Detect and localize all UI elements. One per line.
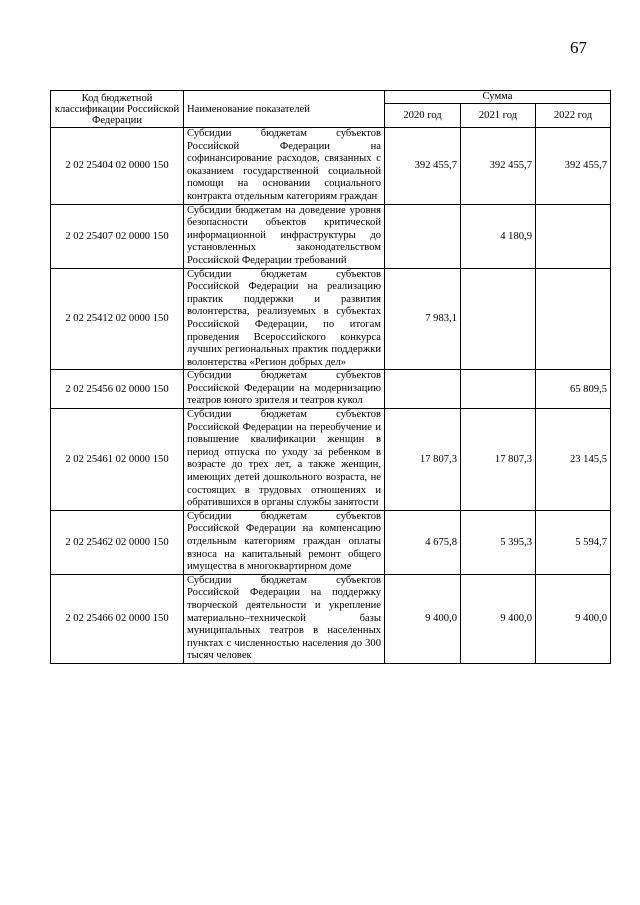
budget-table <box>50 90 611 664</box>
row-value-2022: 65 809,5 <box>536 370 611 409</box>
row-value-2021: 9 400,0 <box>461 574 536 663</box>
row-value-2020 <box>385 370 461 409</box>
row-value-2021: 392 455,7 <box>461 128 536 205</box>
row-value-2021: 4 180,9 <box>461 204 536 268</box>
row-description: Субсидии бюджетам субъектов Российской Федерации на софинансирование расходов, связанных с оказанием государственной социальной помощи на основании социального контракта отдельным категориям граждан <box>184 128 385 205</box>
row-code: 2 02 25412 02 0000 150 <box>51 268 184 370</box>
row-value-2020: 392 455,7 <box>385 128 461 205</box>
row-value-2020: 4 675,8 <box>385 510 461 574</box>
row-code: 2 02 25466 02 0000 150 <box>51 574 184 663</box>
row-description: Субсидии бюджетам на доведение уровня безопасности объектов критической информационной инфраструктуры до установленных законодательством Российской Федерации требований <box>184 204 385 268</box>
row-value-2022: 5 594,7 <box>536 510 611 574</box>
header-sum: Сумма <box>385 91 611 104</box>
row-value-2022 <box>536 268 611 370</box>
header-year-2020: 2020 год <box>385 104 461 128</box>
header-name: Наименование показателей <box>184 91 385 128</box>
row-value-2022: 392 455,7 <box>536 128 611 205</box>
row-value-2021: 5 395,3 <box>461 510 536 574</box>
row-code: 2 02 25456 02 0000 150 <box>51 370 184 409</box>
row-code: 2 02 25407 02 0000 150 <box>51 204 184 268</box>
row-value-2020: 7 983,1 <box>385 268 461 370</box>
header-code: Код бюджетной классификации Российской Федерации <box>51 91 184 128</box>
header-year-2022: 2022 год <box>536 104 611 128</box>
row-value-2022 <box>536 204 611 268</box>
table-row <box>51 128 611 205</box>
row-value-2022: 9 400,0 <box>536 574 611 663</box>
row-description: Субсидии бюджетам субъектов Российской Федерации на поддержку творческой деятельности и укрепление материально–технической базы муниципальных театров в населенных пунктах с численностью населения до 300 тысяч человек <box>184 574 385 663</box>
row-code: 2 02 25461 02 0000 150 <box>51 409 184 511</box>
row-value-2021 <box>461 370 536 409</box>
row-value-2020: 9 400,0 <box>385 574 461 663</box>
table-row <box>51 409 611 511</box>
header-year-2021: 2021 год <box>461 104 536 128</box>
row-value-2022: 23 145,5 <box>536 409 611 511</box>
row-value-2021 <box>461 268 536 370</box>
row-code: 2 02 25404 02 0000 150 <box>51 128 184 205</box>
row-value-2020: 17 807,3 <box>385 409 461 511</box>
table-row <box>51 574 611 663</box>
row-value-2021: 17 807,3 <box>461 409 536 511</box>
table-row <box>51 370 611 409</box>
table-row <box>51 204 611 268</box>
table-row <box>51 510 611 574</box>
table-row <box>51 268 611 370</box>
page-number: 67 <box>570 38 587 57</box>
row-description: Субсидии бюджетам субъектов Российской Федерации на реализацию практик поддержки и развития волонтерства, реализуемых в субъектах Российской Федерации, по итогам проведения Всероссийского конкурса лучших региональных практик поддержки волонтерства «Регион добрых дел» <box>184 268 385 370</box>
row-description: Субсидии бюджетам субъектов Российской Федерации на модернизацию театров юного зрителя и театров кукол <box>184 370 385 409</box>
row-description: Субсидии бюджетам субъектов Российской Федерации на переобучение и повышение квалификации женщин в период отпуска по уходу за ребенком в возрасте до трех лет, а также женщин, имеющих детей дошкольного возраста, не состоящих в трудовых отношениях и обратившихся в органы службы занятости <box>184 409 385 511</box>
row-value-2020 <box>385 204 461 268</box>
row-code: 2 02 25462 02 0000 150 <box>51 510 184 574</box>
row-description: Субсидии бюджетам субъектов Российской Федерации на компенсацию отдельным категориям граждан оплаты взноса на капитальный ремонт общего имущества в многоквартирном доме <box>184 510 385 574</box>
